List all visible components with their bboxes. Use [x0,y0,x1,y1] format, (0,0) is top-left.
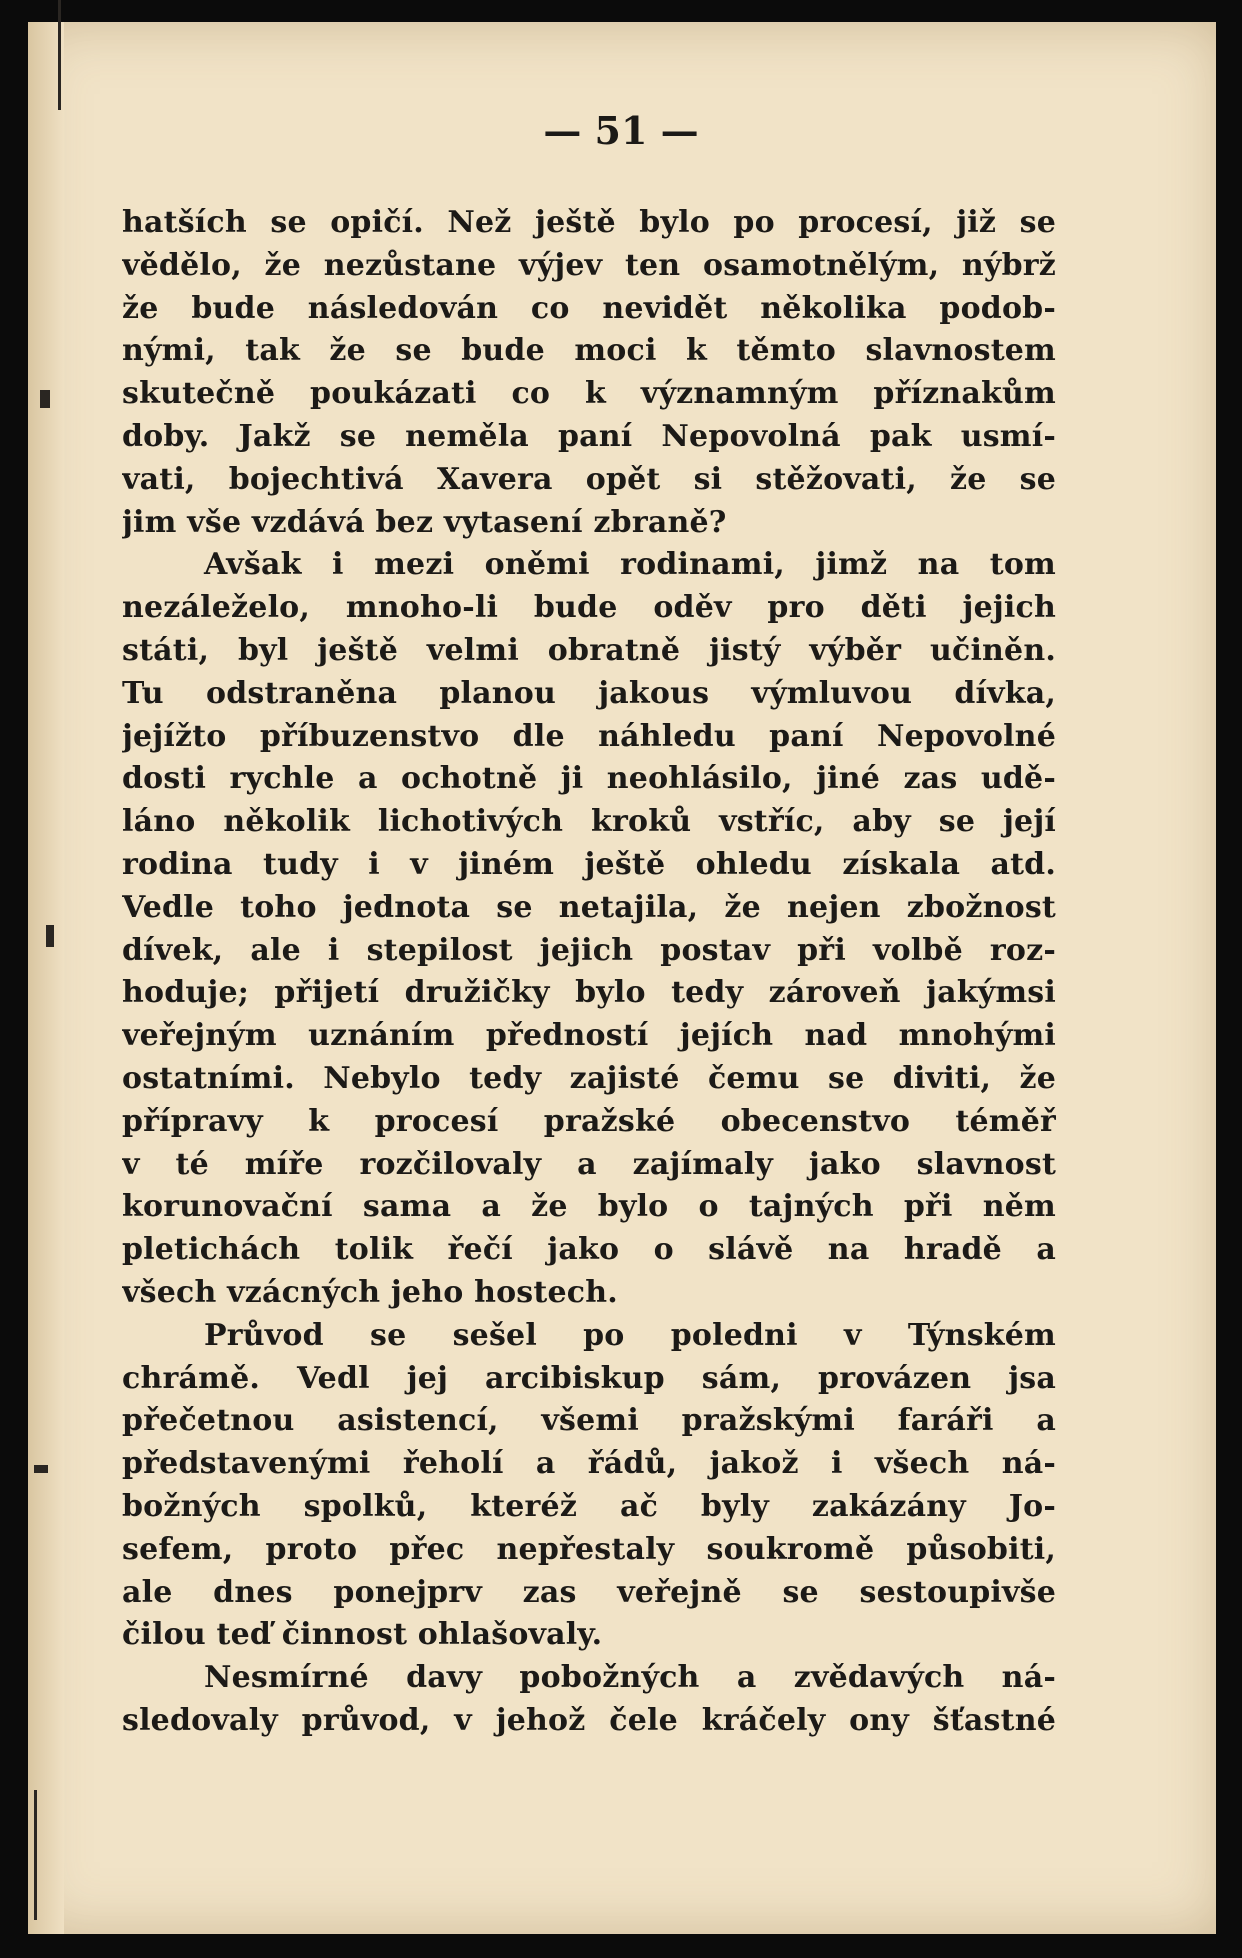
text-line: Vedle toho jednota se netajila, že nejen zbožnost [122,889,1056,925]
text-line: skutečně poukázati co k významným příznakům [122,376,1056,412]
text-line: doby. Jakž se neměla paní Nepovolná pak usmí- [122,418,1056,454]
text-line: jim vše vzdává bez vytasení zbraně? [122,504,727,540]
text-line: všech vzácných jeho hostech. [122,1274,618,1310]
page-edge-shadow [1216,0,1242,1958]
margin-mark [58,0,61,110]
margin-mark [34,1790,37,1920]
text-line: Nesmírné davy pobožných a zvědavých ná- [204,1660,1056,1696]
text-line: dívek, ale i stepilost jejich postav při volbě roz- [122,932,1056,968]
text-line: veřejným uznáním předností jejích nad mnohými [122,1018,1056,1054]
text-line: ostatními. Nebylo tedy zajisté čemu se diviti, že [122,1060,1056,1096]
margin-mark [34,1465,48,1473]
margin-mark [40,390,50,408]
text-line: Avšak i mezi oněmi rodinami, jimž na tom [204,547,1056,583]
text-line: hoduje; přijetí družičky bylo tedy zároveň jakýmsi [122,975,1056,1011]
text-line: pletichách tolik řečí jako o slávě na hradě a [122,1232,1056,1268]
text-line: sledovaly průvod, v jehož čele kráčely ony šťastné [122,1702,1056,1738]
text-line: Tu odstraněna planou jakous výmluvou dívka, [122,675,1056,711]
page-number: — 51 — [543,108,699,153]
text-line: státi, byl ještě velmi obratně jistý výběr učiněn. [122,632,1056,668]
text-line: chrámě. Vedl jej arcibiskup sám, provázen jsa [122,1360,1056,1396]
margin-mark [46,925,54,947]
page-gutter [28,22,64,1934]
text-line: přečetnou asistencí, všemi pražskými faráři a [122,1403,1056,1439]
text-line: sefem, proto přec nepřestaly soukromě působiti, [122,1531,1056,1567]
text-line: čilou teď činnost ohlašovaly. [122,1617,603,1653]
text-line: dosti rychle a ochotně ji neohlásilo, jiné zas udě- [122,761,1056,797]
text-line: láno několik lichotivých kroků vstříc, aby se její [122,804,1056,840]
text-line: přípravy k procesí pražské obecenstvo téměř [122,1103,1056,1139]
text-line: vědělo, že nezůstane výjev ten osamotnělým, nýbrž [122,247,1056,283]
text-line: představenými řeholí a řádů, jakož i všech ná- [122,1446,1056,1482]
text-line: nými, tak že se bude moci k těmto slavnostem [122,333,1056,369]
text-line: hatších se opičí. Než ještě bylo po procesí, již se [122,205,1056,240]
text-line: nezáleželo, mnoho-li bude oděv pro děti jejich [122,590,1056,626]
text-line: jejížto příbuzenstvo dle náhledu paní Nepovolné [122,718,1056,754]
text-line: Průvod se sešel po poledni v Týnském [204,1317,1056,1353]
text-line: že bude následován co nevidět několika podob- [122,290,1056,326]
body-text [122,202,1056,1743]
text-line: korunovační sama a že bylo o tajných při něm [122,1189,1056,1225]
text-line: rodina tudy i v jiném ještě ohledu získala atd. [122,846,1056,882]
text-line: v té míře rozčilovaly a zajímaly jako slavnost [122,1146,1056,1182]
text-line: vati, bojechtivá Xavera opět si stěžovati, že se [122,461,1056,497]
text-line: ale dnes ponejprv zas veřejně se sestoupivše [122,1574,1056,1610]
text-line: božných spolků, kteréž ač byly zakázány Jo- [122,1488,1056,1524]
